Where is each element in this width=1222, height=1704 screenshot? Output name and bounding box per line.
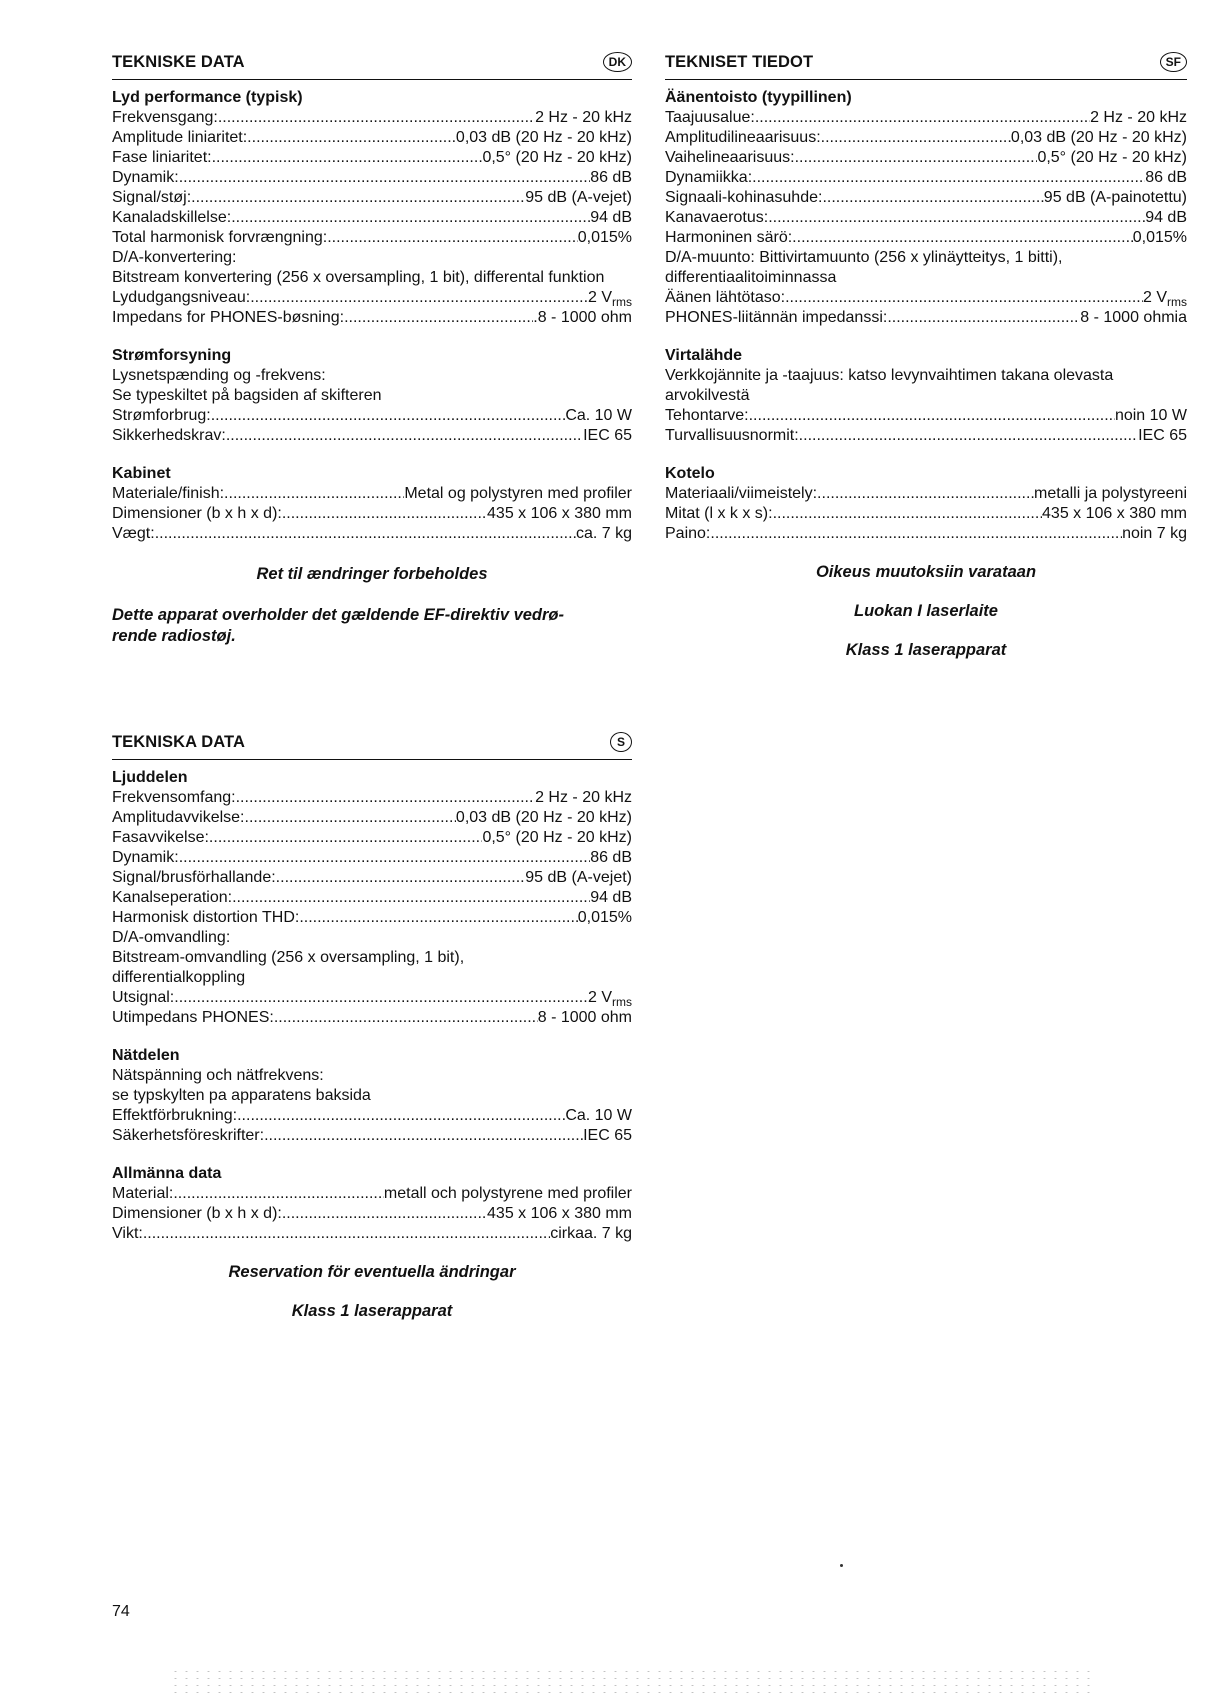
block-title: Ljuddelen [112, 769, 188, 786]
spec-row: Lydudgangsniveau: ..... 2 $V_{rms}$ [112, 288, 632, 308]
page-number: 74 [112, 1603, 130, 1620]
block-title: Nätdelen [112, 1047, 180, 1064]
audio-block [112, 768, 632, 1028]
section-finnish [665, 50, 1187, 661]
spec-row: Signal/støj: ..... 95 dB (A-vejet) [112, 188, 632, 208]
spec-row: Turvallisuusnormit: ..... IEC 65 [665, 426, 1187, 446]
spec-row: Dynamik: ..... 86 dB [112, 848, 632, 868]
spec-row: Materiale/finish: ..... Metal og polystyren med profiler [112, 484, 632, 504]
text-line: Nätspänning och nätfrekvens: [112, 1067, 324, 1084]
spec-row: Dynamik: ..... 86 dB [112, 168, 632, 188]
section-header [112, 50, 632, 80]
text-line: Lysnetspænding og -frekvens: [112, 367, 326, 384]
spec-row: Vaihelineaarisuus: ..... 0,5° (20 Hz - 20 kHz) [665, 148, 1187, 168]
scan-speck [840, 1564, 843, 1567]
changes-note: Oikeus muutoksiin varataan [815, 563, 1037, 581]
scan-noise [170, 1668, 1090, 1698]
spec-row: Vikt: ..... cirkaa. 7 kg [112, 1224, 632, 1244]
spec-row: Vægt: ..... ca. 7 kg [112, 524, 632, 544]
country-badge: S [610, 732, 632, 752]
text-line: Se typeskiltet på bagsiden af skifteren [112, 387, 382, 404]
section-title: TEKNISKA DATA [112, 732, 245, 751]
spec-row: Material: ..... metall och polystyrene med profiler [112, 1184, 632, 1204]
spec-row: Amplitude liniaritet: ..... 0,03 dB (20 Hz - 20 kHz) [112, 128, 632, 148]
laser-class-note: Luokan I laserlaite [854, 602, 998, 620]
da-label: D/A-omvandling: [112, 929, 231, 946]
spec-row: Kanalseperation: ..... 94 dB [112, 888, 632, 908]
block-title: Kotelo [665, 465, 715, 482]
changes-note: Reservation för eventuella ändringar [228, 1263, 516, 1281]
block-title: Virtalähde [665, 347, 743, 364]
spec-row: PHONES-liitännän impedanssi: ..... 8 - 1000 ohmia [665, 308, 1187, 328]
spec-row: Kanavaerotus: ..... 94 dB [665, 208, 1187, 228]
section-title: TEKNISKE DATA [112, 52, 245, 71]
laser-class-note: Klass 1 laserapparat [291, 1302, 453, 1320]
spec-row: Frekvensomfang: ..... 2 Hz - 20 kHz [112, 788, 632, 808]
text-line: Verkkojännite ja -taajuus: katso levynvaihtimen takana olevasta arvokilvestä [665, 367, 1114, 404]
spec-row: Paino: ..... noin 7 kg [665, 524, 1187, 544]
spec-row: Signaali-kohinasuhde: ..... 95 dB (A-painotettu) [665, 188, 1187, 208]
spec-row: Taajuusalue: ..... 2 Hz - 20 kHz [665, 108, 1187, 128]
spec-row: Amplitudilineaarisuus: ..... 0,03 dB (20 Hz - 20 kHz) [665, 128, 1187, 148]
cabinet-block [665, 464, 1187, 544]
spec-row: Tehontarve: ..... noin 10 W [665, 406, 1187, 426]
power-block [665, 346, 1187, 446]
spec-row: Fasavvikelse: ..... 0,5° (20 Hz - 20 kHz) [112, 828, 632, 848]
section-title: TEKNISET TIEDOT [665, 52, 814, 71]
spec-row: Kanaladskillelse: ..... 94 dB [112, 208, 632, 228]
spec-row: Fase liniaritet: ..... 0,5° (20 Hz - 20 kHz) [112, 148, 632, 168]
spec-row: Effektförbrukning: ..... Ca. 10 W [112, 1106, 632, 1126]
emc-note: Dette apparat overholder det gældende EF-direktiv vedrø-rende radiostøj. [112, 606, 565, 645]
section-danish [112, 50, 632, 647]
country-badge: SF [1160, 52, 1187, 72]
spec-row: Amplitudavvikelse: ..... 0,03 dB (20 Hz - 20 kHz) [112, 808, 632, 828]
spec-row: Dimensioner (b x h x d): ..... 435 x 106 x 380 mm [112, 1204, 632, 1224]
spec-row: Utimpedans PHONES: ..... 8 - 1000 ohm [112, 1008, 632, 1028]
section-swedish [112, 730, 632, 1322]
da-text: Bitstream-omvandling (256 x oversampling, 1 bit), differentialkoppling [112, 949, 465, 986]
power-block [112, 346, 632, 446]
spec-row: Äänen lähtötaso: ..... 2 $V_{rms}$ [665, 288, 1187, 308]
laser-class-note-swedish: Klass 1 laserapparat [845, 641, 1007, 659]
da-text: Bitstream konvertering (256 x oversampling, 1 bit), differental funktion [112, 269, 605, 286]
spec-row: Harmoninen särö: ..... 0,015% [665, 228, 1187, 248]
section-header [112, 730, 632, 760]
section-header [665, 50, 1187, 80]
block-title: Kabinet [112, 465, 171, 482]
spec-row: Säkerhetsföreskrifter: ..... IEC 65 [112, 1126, 632, 1146]
da-label: D/A-konvertering: [112, 249, 237, 266]
spec-row: Utsignal: ..... 2 $V_{rms}$ [112, 988, 632, 1008]
block-title: Lyd performance (typisk) [112, 89, 303, 106]
power-block [112, 1046, 632, 1146]
country-badge: DK [603, 52, 632, 72]
spec-row: Dynamiikka: ..... 86 dB [665, 168, 1187, 188]
audio-performance-block [665, 88, 1187, 328]
audio-performance-block [112, 88, 632, 328]
spec-row: Impedans for PHONES-bøsning: ..... .8 - 1000 ohm [112, 308, 632, 328]
spec-row: Total harmonisk forvrængning: ..... 0,015% [112, 228, 632, 248]
spec-row: Frekvensgang: ..... 2 Hz - 20 kHz [112, 108, 632, 128]
block-title: Strømforsyning [112, 347, 232, 364]
changes-note: Ret til ændringer forbeholdes [256, 565, 488, 583]
text-line: se typskylten pa apparatens baksida [112, 1087, 371, 1104]
spec-row: Strømforbrug: ..... Ca. 10 W [112, 406, 632, 426]
block-title: Allmänna data [112, 1165, 222, 1182]
spec-row: Mitat (l x k x s): ..... 435 x 106 x 380 mm [665, 504, 1187, 524]
spec-row: Signal/brusförhallande: ..... 95 dB (A-vejet) [112, 868, 632, 888]
block-title: Äänentoisto (tyypillinen) [665, 89, 852, 106]
cabinet-block [112, 464, 632, 544]
spec-row: Materiaali/viimeistely: ..... metalli ja polystyreeni [665, 484, 1187, 504]
da-text: D/A-muunto: Bittivirtamuunto (256 x ylinäytteitys, 1 bitti), differentiaalitoiminnassa [665, 249, 1063, 286]
spec-row: Dimensioner (b x h x d): ..... 435 x 106 x 380 mm [112, 504, 632, 524]
spec-row: Harmonisk distortion THD: ..... 0,015% [112, 908, 632, 928]
spec-row: Sikkerhedskrav: ..... IEC 65 [112, 426, 632, 446]
general-block [112, 1164, 632, 1244]
